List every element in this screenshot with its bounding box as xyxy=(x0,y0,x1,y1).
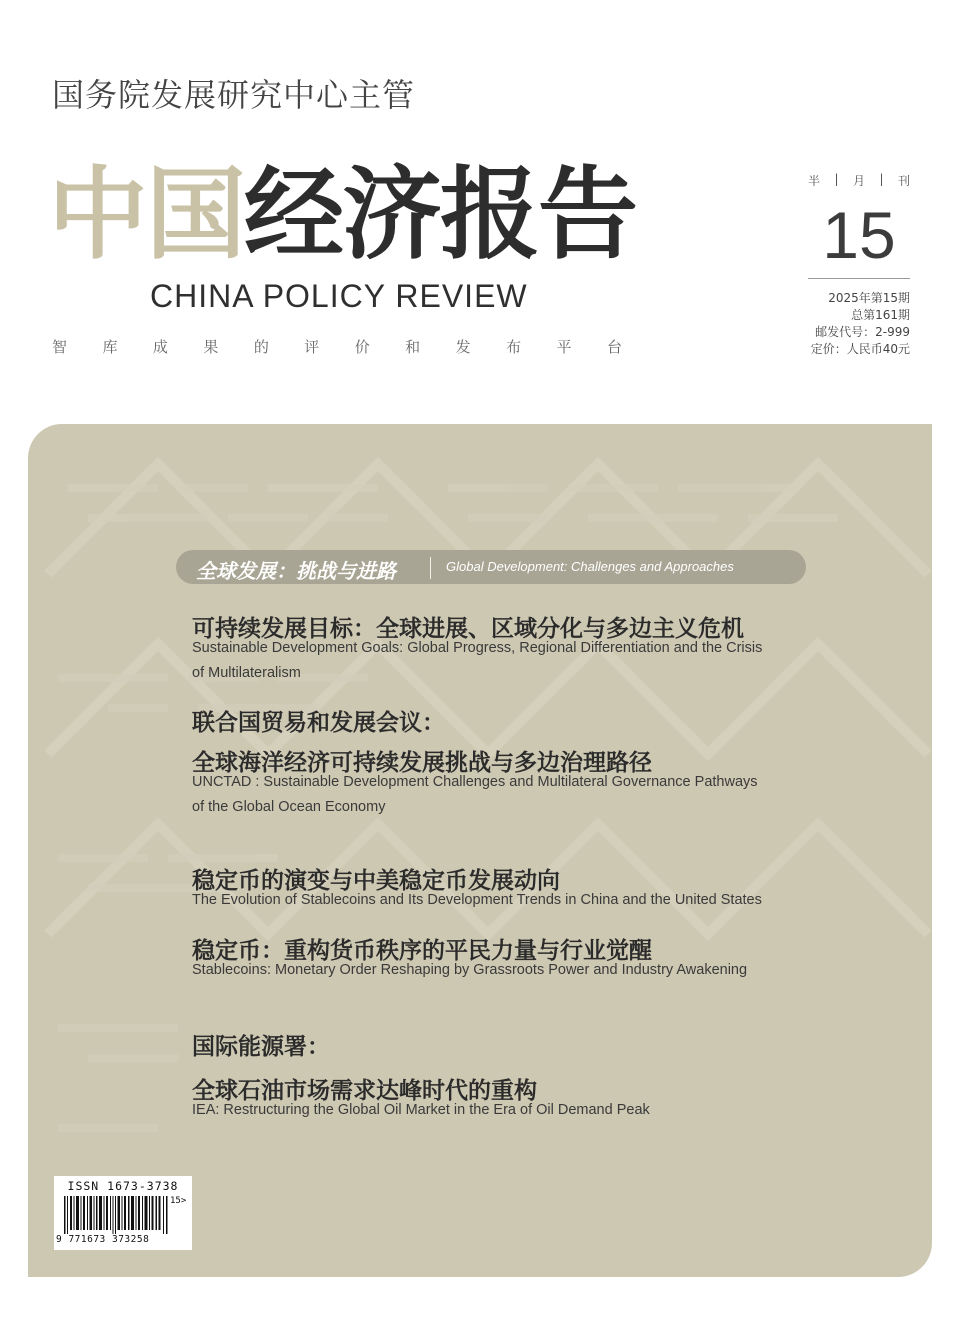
article-subtitle-line: IEA: Restructuring the Global Oil Market in the Era of Oil Demand Peak xyxy=(192,1102,650,1118)
masthead-title-en: CHINA POLICY REVIEW xyxy=(150,278,528,314)
theme-banner-subtitle: Global Development: Challenges and Approaches xyxy=(446,559,734,574)
slogan-char: 发 xyxy=(455,338,471,356)
slogan-char: 价 xyxy=(354,338,370,356)
barcode-box xyxy=(54,1176,192,1250)
slogan-char: 布 xyxy=(506,338,522,356)
article-subtitle xyxy=(192,636,812,686)
article-subtitle-line: Stablecoins: Monetary Order Reshaping by Grassroots Power and Industry Awakening xyxy=(192,962,748,978)
article-title: 稳定币：重构货币秩序的平民力量与行业觉醒 xyxy=(192,938,652,964)
slogan-char: 成 xyxy=(152,338,168,356)
article-subtitle-line: UNCTAD : Sustainable Development Challenges and Multilateral Governance Pathways xyxy=(192,774,758,790)
article-title: 可持续发展目标：全球进展、区域分化与多边主义危机 xyxy=(192,616,744,642)
article-subtitle xyxy=(192,1098,812,1123)
article-subtitle xyxy=(192,888,812,913)
masthead-title xyxy=(48,156,636,273)
issue-meta xyxy=(780,290,910,358)
article-subtitle-line: of the Global Ocean Economy xyxy=(192,799,386,815)
barcode-digits: 9 771673 373258 xyxy=(56,1234,150,1245)
slogan-char: 平 xyxy=(556,338,572,356)
issue-year-line: 2025年第15期 xyxy=(828,291,910,305)
frequency-char: 半 xyxy=(808,174,821,188)
article-title: 全球海洋经济可持续发展挑战与多边治理路径 xyxy=(192,750,652,776)
slogan-char: 和 xyxy=(405,338,421,356)
article-subtitle xyxy=(192,770,812,820)
frequency-char: 月 xyxy=(852,174,865,188)
slogan xyxy=(52,336,622,357)
frequency-separator: | xyxy=(834,172,839,186)
slogan-char: 果 xyxy=(203,338,219,356)
article-title: 稳定币的演变与中美稳定币发展动向 xyxy=(192,868,560,894)
article-title: 全球石油市场需求达峰时代的重构 xyxy=(192,1078,537,1104)
issue-number: 15 xyxy=(822,198,896,272)
frequency-char: 刊 xyxy=(897,174,910,188)
masthead-title-part2: 经济报告 xyxy=(244,156,636,273)
barcode-addon: 15> xyxy=(170,1196,187,1206)
article-subtitle xyxy=(192,958,812,983)
issn-label: ISSN 1673-3738 xyxy=(67,1179,179,1193)
theme-banner-title: 全球发展：挑战与进路 xyxy=(196,559,396,583)
slogan-char: 库 xyxy=(102,338,118,356)
barcode-icon xyxy=(64,1196,168,1234)
article-source: 国际能源署： xyxy=(192,1034,330,1060)
supervisor-text: 国务院发展研究中心主管 xyxy=(52,76,416,114)
postal-code-line: 邮发代号：2-999 xyxy=(815,325,910,339)
article-subtitle-line: of Multilateralism xyxy=(192,665,301,681)
frequency-separator: | xyxy=(879,172,884,186)
publication-frequency xyxy=(808,172,910,189)
issue-divider xyxy=(808,278,910,279)
price-line: 定价：人民币40元 xyxy=(810,342,910,356)
article-subtitle-line: The Evolution of Stablecoins and Its Development Trends in China and the United States xyxy=(192,892,762,908)
issue-total-line: 总第161期 xyxy=(851,308,910,322)
masthead-title-part1: 中国 xyxy=(48,156,244,273)
slogan-char: 台 xyxy=(606,338,622,356)
theme-banner-divider xyxy=(430,557,431,579)
slogan-char: 的 xyxy=(253,338,269,356)
slogan-char: 智 xyxy=(52,338,68,356)
article-source: 联合国贸易和发展会议： xyxy=(192,710,445,736)
slogan-char: 评 xyxy=(304,338,320,356)
article-subtitle-line: Sustainable Development Goals: Global Progress, Regional Differentiation and the Crisis xyxy=(192,640,763,656)
